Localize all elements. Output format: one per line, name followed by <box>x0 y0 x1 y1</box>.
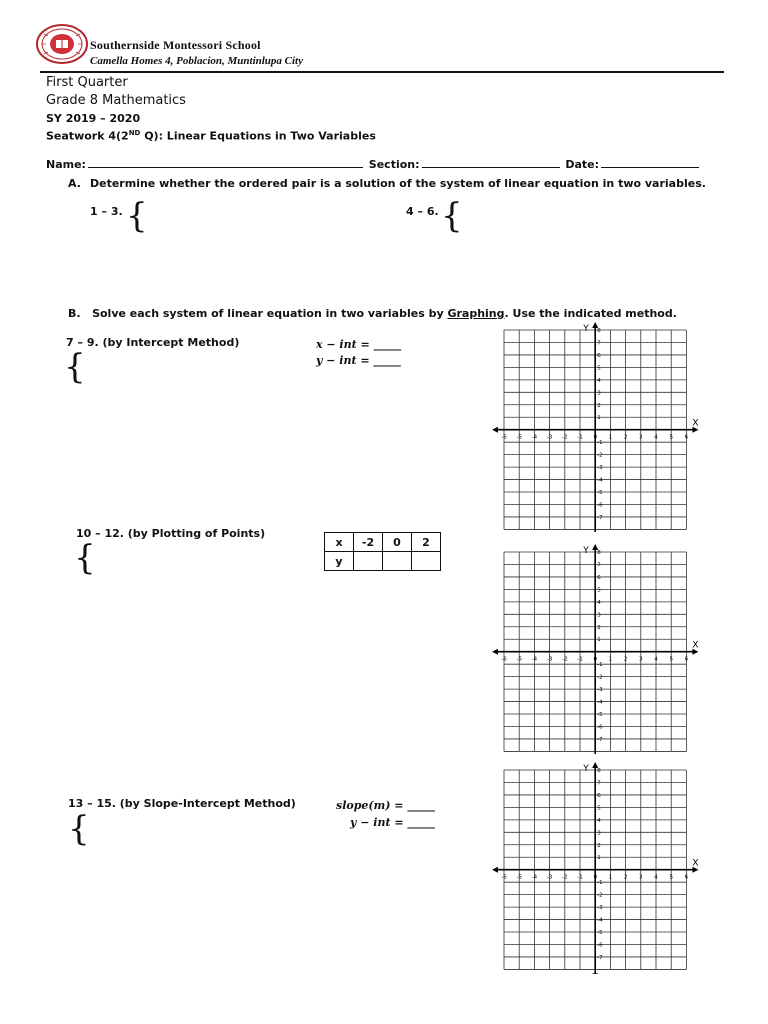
y-tick-label: -3 <box>597 905 603 912</box>
x-tick-label: 6 <box>684 434 689 441</box>
y-tick-label: -1 <box>597 662 603 669</box>
slope-blank[interactable]: _____ <box>407 799 435 812</box>
xy-table-y-cell[interactable] <box>412 552 441 571</box>
xy-table-y-cell[interactable] <box>383 552 412 571</box>
y-axis-label: Y <box>583 764 589 774</box>
xy-table-x-header: x <box>325 533 354 552</box>
xy-table-y-cell[interactable] <box>354 552 383 571</box>
x-axis-arrow-left <box>492 427 498 433</box>
x-tick-label: -4 <box>531 656 538 663</box>
x-tick-label: -2 <box>562 874 568 881</box>
x-tick-label: -1 <box>577 656 583 663</box>
x-tick-label: -1 <box>577 874 583 881</box>
item-1-3-label: 1 – 3. <box>90 205 123 218</box>
x-tick-label: 5 <box>669 656 673 663</box>
x-axis-label: X <box>692 418 699 429</box>
y-tick-label: -5 <box>597 490 603 497</box>
x-tick-label: -3 <box>546 434 553 441</box>
x-tick-label: 3 <box>639 434 643 441</box>
y-tick-label: 7 <box>597 780 601 787</box>
y-tick-label: 8 <box>597 768 601 774</box>
y-tick-label: 8 <box>597 328 601 334</box>
x-tick-label: 0 <box>593 434 597 441</box>
y-tick-label: 4 <box>597 377 601 384</box>
school-seal-logo <box>36 24 88 64</box>
graph-grid-1[interactable] <box>484 322 700 532</box>
school-year: SY 2019 – 2020 <box>46 112 141 125</box>
x-intercept-blank[interactable]: _____ <box>373 338 402 351</box>
x-tick-label: 4 <box>654 434 658 441</box>
y-tick-label: 6 <box>597 792 601 799</box>
x-tick-label: 4 <box>654 874 658 881</box>
y-tick-label: 3 <box>597 390 601 397</box>
y-tick-label: -3 <box>597 687 603 694</box>
y-tick-label: -4 <box>597 699 603 706</box>
problem-13-15-label: 13 – 15. (by Slope-Intercept Method) <box>68 797 296 810</box>
y-axis-label: Y <box>583 546 589 556</box>
y-tick-label: -2 <box>597 452 603 459</box>
x-tick-label: 5 <box>669 434 673 441</box>
x-tick-label: 2 <box>623 434 628 441</box>
subject-title: Grade 8 Mathematics <box>46 93 186 108</box>
school-address: Camella Homes 4, Poblacion, Muntinlupa City <box>90 55 303 67</box>
y-tick-label: -7 <box>597 736 603 743</box>
student-info-line <box>46 157 701 171</box>
x-tick-label: 0 <box>593 874 597 881</box>
problem-10-12-brace: { <box>74 538 96 578</box>
section-b-instruction <box>68 307 677 320</box>
x-tick-label: -6 <box>501 434 507 441</box>
x-tick-label: 1 <box>608 874 613 881</box>
item-4-6-label: 4 – 6. <box>406 205 439 218</box>
y-intercept-line-2 <box>350 816 435 829</box>
x-axis-label: X <box>692 640 699 651</box>
x-axis-arrow-left <box>492 867 498 873</box>
y-tick-label: -6 <box>597 942 603 949</box>
y-tick-label: -5 <box>597 712 603 719</box>
y-tick-label: 6 <box>597 574 601 581</box>
x-tick-label: 1 <box>608 434 613 441</box>
y-tick-label: -1 <box>597 880 603 887</box>
y-tick-label: -4 <box>597 917 603 924</box>
y-intercept-blank[interactable]: _____ <box>373 354 401 367</box>
y-tick-label: 6 <box>597 352 601 359</box>
y-tick-label: -1 <box>597 440 603 447</box>
y-tick-label: -7 <box>597 514 603 521</box>
section-a-text: Determine whether the ordered pair is a solution of the system of linear equation in two variables. <box>90 177 706 190</box>
x-tick-label: 3 <box>639 874 643 881</box>
section-b-letter: B. <box>68 307 81 320</box>
section-b-text-post: . Use the indicated method. <box>504 307 677 320</box>
x-tick-label: 3 <box>639 656 643 663</box>
seatwork-prefix: Seatwork 4(2 <box>46 129 129 143</box>
seatwork-sup: ND <box>128 129 141 137</box>
slope-label: slope(m) = <box>336 799 404 812</box>
xy-table-x-value: -2 <box>354 533 383 552</box>
problem-10-12-label: 10 – 12. (by Plotting of Points) <box>76 527 266 540</box>
header-rule <box>40 71 724 73</box>
y-tick-label: -2 <box>597 892 603 899</box>
x-tick-label: -5 <box>516 874 522 881</box>
y-tick-label: 5 <box>597 587 601 594</box>
school-name: Southernside Montessori School <box>90 38 261 52</box>
y-tick-label: 1 <box>597 855 601 862</box>
problem-7-9-brace: { <box>64 347 86 387</box>
xy-table-y-header: y <box>325 552 354 571</box>
y-intercept-label: y − int = <box>316 354 370 367</box>
y-tick-label: 1 <box>597 415 601 422</box>
y-intercept-line <box>316 354 401 367</box>
x-tick-label: -3 <box>546 874 553 881</box>
slope-line <box>336 799 435 812</box>
x-tick-label: -4 <box>531 874 538 881</box>
y-tick-label: 7 <box>597 562 601 569</box>
y-tick-label: -6 <box>597 502 603 509</box>
x-tick-label: 6 <box>684 874 689 881</box>
x-tick-label: 6 <box>684 656 689 663</box>
y-tick-label: -5 <box>597 930 603 937</box>
x-tick-label: 2 <box>623 656 628 663</box>
y-tick-label: 5 <box>597 805 601 812</box>
section-a-letter: A. <box>68 177 81 190</box>
y-tick-label: -6 <box>597 724 603 731</box>
y-tick-label: 3 <box>597 612 601 619</box>
name-label: Name: <box>46 158 86 171</box>
x-tick-label: 1 <box>608 656 613 663</box>
date-label: Date: <box>565 158 600 171</box>
xy-table-x-value: 0 <box>383 533 412 552</box>
y-intercept-blank-2[interactable]: _____ <box>407 816 435 829</box>
y-tick-label: -3 <box>597 465 603 472</box>
y-tick-label: 5 <box>597 365 601 372</box>
x-tick-label: -2 <box>562 434 568 441</box>
y-tick-label: 2 <box>597 624 601 631</box>
date-field[interactable] <box>601 157 699 168</box>
y-tick-label: 3 <box>597 830 601 837</box>
x-tick-label: 4 <box>654 656 658 663</box>
x-tick-label: -4 <box>531 434 538 441</box>
section-b-text-pre: Solve each system of linear equation in two variables by <box>92 307 448 320</box>
x-tick-label: -5 <box>516 434 522 441</box>
x-tick-label: -6 <box>501 656 507 663</box>
xy-table-row-x <box>325 533 441 552</box>
x-intercept-label: x − int = <box>316 338 370 351</box>
seatwork-title <box>46 129 376 143</box>
y-tick-label: -4 <box>597 477 603 484</box>
y-tick-label: 7 <box>597 340 601 347</box>
section-a-instruction <box>68 177 708 191</box>
x-axis-arrow-left <box>492 649 498 655</box>
graph-grid-2[interactable] <box>484 544 700 754</box>
x-tick-label: -2 <box>562 656 568 663</box>
y-axis-arrow-down <box>592 973 598 974</box>
item-4-6-brace: { <box>441 196 463 236</box>
y-tick-label: 4 <box>597 817 601 824</box>
graph-grid-3[interactable] <box>484 762 700 974</box>
x-tick-label: 2 <box>623 874 628 881</box>
quarter-title: First Quarter <box>46 75 128 90</box>
x-tick-label: -5 <box>516 656 522 663</box>
xy-table-x-value: 2 <box>412 533 441 552</box>
x-tick-label: -6 <box>501 874 507 881</box>
y-tick-label: 8 <box>597 550 601 556</box>
y-tick-label: -2 <box>597 674 603 681</box>
y-intercept-label-2: y − int = <box>350 816 404 829</box>
section-label: Section: <box>368 158 420 171</box>
x-tick-label: -1 <box>577 434 583 441</box>
xy-table <box>324 532 441 571</box>
x-tick-label: 0 <box>593 656 597 663</box>
x-intercept-line <box>316 338 401 351</box>
y-tick-label: 2 <box>597 402 601 409</box>
y-tick-label: -7 <box>597 954 603 961</box>
y-tick-label: 4 <box>597 599 601 606</box>
y-tick-label: 1 <box>597 637 601 644</box>
item-1-3-brace: { <box>126 196 148 236</box>
x-tick-label: 5 <box>669 874 673 881</box>
section-b-text-underlined: Graphing <box>447 307 505 320</box>
seatwork-suffix: Q): Linear Equations in Two Variables <box>140 129 376 143</box>
x-axis-label: X <box>692 858 699 869</box>
name-field[interactable] <box>88 157 363 168</box>
problem-13-15-brace: { <box>68 809 90 849</box>
section-field[interactable] <box>422 157 560 168</box>
problem-7-9-label: 7 – 9. (by Intercept Method) <box>66 336 240 349</box>
xy-table-row-y <box>325 552 441 571</box>
y-axis-label: Y <box>583 324 589 334</box>
y-tick-label: 2 <box>597 842 601 849</box>
x-tick-label: -3 <box>546 656 553 663</box>
